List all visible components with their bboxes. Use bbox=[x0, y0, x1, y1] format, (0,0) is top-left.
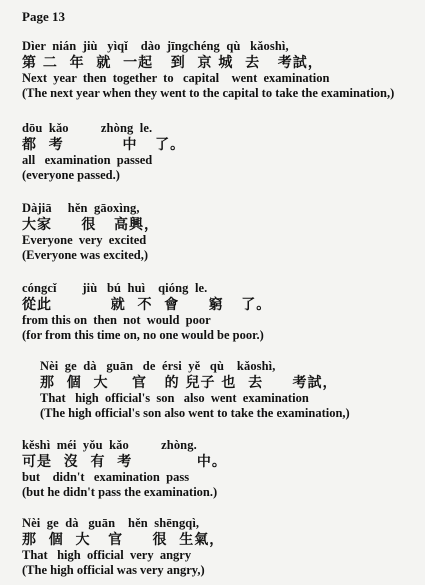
translation-line: (The high official's son also went to take the examination,) bbox=[40, 406, 350, 420]
sentence-block-7 bbox=[22, 516, 417, 579]
sentence-block-2 bbox=[22, 121, 417, 184]
hanzi-line: 都 考 中 了。 bbox=[22, 136, 186, 153]
sentence-block-4 bbox=[22, 281, 417, 344]
sentence-block-5 bbox=[40, 359, 420, 422]
hanzi-line: 那 個 大 官 的 兒子 也 去 考試， bbox=[40, 374, 338, 391]
hanzi-line: 從此 就 不 會 窮 了。 bbox=[22, 296, 272, 313]
pinyin-line: cóngcǐ jiù bú huì qióng le. bbox=[22, 281, 208, 295]
pinyin-line: dōu kǎo zhòng le. bbox=[22, 121, 153, 135]
translation-line: (Everyone was excited,) bbox=[22, 248, 149, 262]
translation-line: (The high official was very angry,) bbox=[22, 563, 205, 577]
hanzi-line: 那 個 大 官 很 生氣， bbox=[22, 531, 225, 548]
gloss-line: from this on then not would poor bbox=[22, 312, 211, 327]
hanzi-line: 可是 沒 有 考 中。 bbox=[22, 453, 227, 470]
gloss-line: Everyone very excited bbox=[22, 232, 147, 247]
gloss-line: but didn't examination pass bbox=[22, 469, 190, 484]
translation-line: (everyone passed.) bbox=[22, 168, 120, 182]
gloss-line: all examination passed bbox=[22, 152, 153, 167]
pinyin-line: Dàjiā hěn gāoxìng, bbox=[22, 201, 140, 215]
pinyin-line: Nèi ge dà guān de érsi yě qù kǎoshì, bbox=[40, 359, 276, 373]
sentence-block-1 bbox=[22, 39, 417, 102]
sentence-block-3 bbox=[22, 201, 417, 264]
hanzi-line: 大家 很 高興， bbox=[22, 216, 159, 233]
translation-line: (The next year when they went to the capital to take the examination,) bbox=[22, 86, 395, 100]
pinyin-line: kěshì méi yǒu kǎo zhòng. bbox=[22, 438, 197, 452]
pinyin-line: Nèi ge dà guān hěn shēngqì, bbox=[22, 516, 200, 530]
translation-line: (for from this time on, no one would be poor.) bbox=[22, 328, 264, 342]
pinyin-line: Dìer nián jiù yìqǐ dào jīngchéng qù kǎoshì, bbox=[22, 39, 289, 53]
hanzi-line: 第 二 年 就 一起 到 京 城 去 考試， bbox=[22, 54, 323, 71]
sentence-block-6 bbox=[22, 438, 417, 501]
gloss-line: That high official very angry bbox=[22, 547, 192, 562]
translation-line: (but he didn't pass the examination.) bbox=[22, 485, 218, 499]
gloss-line: Next year then together to capital went examination bbox=[22, 70, 330, 85]
gloss-line: That high official's son also went examination bbox=[40, 390, 309, 405]
page-number: Page 13 bbox=[22, 9, 65, 24]
